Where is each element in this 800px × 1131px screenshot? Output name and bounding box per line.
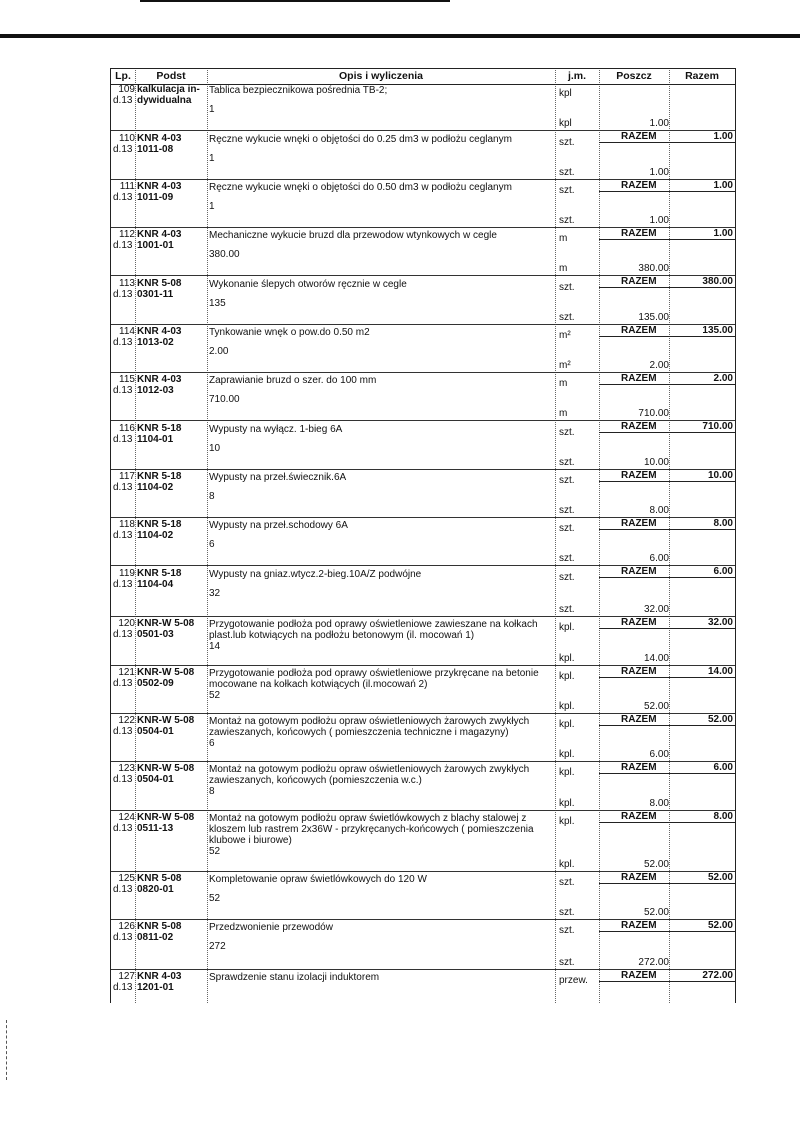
item-calculation: 1 <box>209 153 215 164</box>
item-description: Przedzwonienie przewodów <box>209 922 333 933</box>
catalog-position: 0501-03 <box>137 629 174 640</box>
subtotal-label: RAZEM <box>621 470 657 481</box>
catalog-ref <box>137 568 207 590</box>
catalog-position: 1013-02 <box>137 337 174 348</box>
subtotal-label: RAZEM <box>621 811 657 822</box>
subtotal-label: RAZEM <box>621 421 657 432</box>
row-section: d.13 <box>113 144 133 155</box>
item-unit: szt. <box>559 282 575 293</box>
subtotal-label: RAZEM <box>621 325 657 336</box>
item-calculation: 8 <box>209 491 215 502</box>
subtotal-label: RAZEM <box>621 228 657 239</box>
catalog-code: KNR 5-08 <box>137 873 182 884</box>
row-section: d.13 <box>113 240 133 251</box>
item-unit: m² <box>559 330 571 341</box>
catalog-code: KNR 5-18 <box>137 519 182 530</box>
item-quantity: 52.00 <box>643 907 669 918</box>
catalog-code: KNR-W 5-08 <box>137 763 195 774</box>
header-razem: Razem <box>685 70 719 82</box>
item-description: Tablica bezpiecznikowa pośrednia TB-2; <box>209 85 388 96</box>
item-unit: szt. <box>559 427 575 438</box>
calc-unit: szt. <box>559 505 575 516</box>
catalog-position: 1104-02 <box>137 530 174 541</box>
subtotal-label: RAZEM <box>621 762 657 773</box>
row-number: 112 <box>119 229 135 240</box>
calc-unit: kpl. <box>559 749 575 760</box>
catalog-position: 1011-08 <box>137 144 174 155</box>
item-unit: m <box>559 233 568 244</box>
item-unit: kpl. <box>559 622 575 633</box>
item-calculation: 6 <box>209 539 215 550</box>
catalog-ref <box>137 374 207 396</box>
row-number: 113 <box>119 278 135 289</box>
subtotal-value: 52.00 <box>707 714 733 725</box>
catalog-position: 1011-09 <box>137 192 174 203</box>
row-section: d.13 <box>113 530 133 541</box>
item-calculation: 14 <box>209 641 221 652</box>
catalog-ref <box>137 971 207 993</box>
item-calculation: 52 <box>209 846 221 857</box>
row-number: 110 <box>119 133 135 144</box>
catalog-position: dywidualna <box>137 95 192 106</box>
subtotal-value: 135.00 <box>702 325 733 336</box>
row-section: d.13 <box>113 884 133 895</box>
catalog-code: KNR-W 5-08 <box>137 618 195 629</box>
row-number: 118 <box>119 519 135 530</box>
item-calculation: 1 <box>209 201 215 212</box>
calc-unit: szt. <box>559 457 575 468</box>
catalog-ref <box>137 921 207 943</box>
subtotal-label: RAZEM <box>621 373 657 384</box>
subtotal-value: 1.00 <box>713 228 733 239</box>
item-quantity: 6.00 <box>649 553 669 564</box>
row-section: d.13 <box>113 774 133 785</box>
item-description: Zaprawianie bruzd o szer. do 100 mm <box>209 375 377 386</box>
calc-unit: szt. <box>559 312 575 323</box>
item-calculation: 1 <box>209 104 215 115</box>
header-opis: Opis i wyliczenia <box>338 70 424 82</box>
row-number: 127 <box>118 971 135 982</box>
left-edge-marks <box>6 1020 9 1080</box>
catalog-position: 0301-11 <box>137 289 174 300</box>
calc-unit: szt. <box>559 957 575 968</box>
row-number: 122 <box>118 715 135 726</box>
calc-unit: kpl. <box>559 859 575 870</box>
catalog-code: KNR 5-08 <box>137 278 182 289</box>
row-number: 121 <box>118 667 135 678</box>
calc-unit: szt. <box>559 604 575 615</box>
calc-unit: szt. <box>559 907 575 918</box>
item-description: Wypusty na przeł.świecznik.6A <box>209 472 347 483</box>
item-calculation: 2.00 <box>209 346 229 357</box>
catalog-ref <box>137 715 207 737</box>
item-description: Tynkowanie wnęk o pow.do 0.50 m2 <box>209 327 370 338</box>
row-section: d.13 <box>113 385 133 396</box>
item-unit: kpl <box>559 88 572 99</box>
item-description: Wypusty na gniaz.wtycz.2-bieg.10A/Z podwójne <box>209 569 422 580</box>
subtotal-value: 272.00 <box>702 970 733 981</box>
catalog-code: KNR 4-03 <box>137 229 182 240</box>
item-description: Wypusty na przeł.schodowy 6A <box>209 520 348 531</box>
item-description: Montaż na gotowym podłożu opraw oświetleniowych żarowych zwykłych zawieszanych, końcowych (pomieszczenia w.c.) <box>209 764 530 786</box>
row-number: 124 <box>118 812 135 823</box>
row-section: d.13 <box>113 337 133 348</box>
catalog-ref <box>137 667 207 689</box>
subtotal-label: RAZEM <box>621 180 657 191</box>
catalog-code: KNR 5-08 <box>137 921 182 932</box>
item-unit: kpl. <box>559 767 575 778</box>
subtotal-value: 32.00 <box>707 617 733 628</box>
item-unit: szt. <box>559 925 575 936</box>
item-quantity: 710.00 <box>638 408 669 419</box>
catalog-ref <box>137 423 207 445</box>
subtotal-value: 14.00 <box>707 666 733 677</box>
catalog-ref <box>137 326 207 348</box>
catalog-code: KNR 5-18 <box>137 471 182 482</box>
catalog-ref <box>137 519 207 541</box>
item-description: Ręczne wykucie wnęki o objętości do 0.50 dm3 w podłożu ceglanym <box>209 182 512 193</box>
catalog-position: 1001-01 <box>137 240 174 251</box>
item-quantity: 6.00 <box>649 749 669 760</box>
top-dash-line <box>140 0 450 2</box>
row-number: 116 <box>119 423 135 434</box>
catalog-code: KNR-W 5-08 <box>137 715 195 726</box>
item-quantity: 1.00 <box>649 118 669 129</box>
row-section: d.13 <box>113 823 133 834</box>
calc-unit: m <box>559 263 568 274</box>
calc-unit: kpl <box>559 118 572 129</box>
catalog-ref <box>137 873 207 895</box>
row-section: d.13 <box>113 982 133 993</box>
item-unit: szt. <box>559 523 575 534</box>
item-calculation: 52 <box>209 690 221 701</box>
item-quantity: 135.00 <box>638 312 669 323</box>
item-calculation: 32 <box>209 588 221 599</box>
table-row <box>111 971 735 1003</box>
subtotal-label: RAZEM <box>621 566 657 577</box>
row-section: d.13 <box>113 579 133 590</box>
subtotal-value: 6.00 <box>713 566 733 577</box>
item-quantity: 272.00 <box>638 957 669 968</box>
item-unit: kpl. <box>559 719 575 730</box>
catalog-position: 0502-09 <box>137 678 174 689</box>
row-number: 125 <box>118 873 135 884</box>
catalog-ref <box>137 812 207 834</box>
item-quantity: 14.00 <box>643 653 669 664</box>
row-number: 115 <box>119 374 135 385</box>
item-unit: m <box>559 378 568 389</box>
item-description: Montaż na gotowym podłożu opraw świetlówkowych z blachy stalowej z kloszem lub rastrem 2x36W - przykręcanych-końcowych ( pomieszczenia klubowe i biurowe) <box>209 813 534 846</box>
item-unit: przew. <box>559 975 588 986</box>
item-description: Wypusty na wyłącz. 1-bieg 6A <box>209 424 343 435</box>
calc-unit: szt. <box>559 215 575 226</box>
subtotal-value: 2.00 <box>713 373 733 384</box>
item-quantity: 52.00 <box>643 701 669 712</box>
calc-unit: szt. <box>559 167 575 178</box>
catalog-position: 0504-01 <box>137 774 174 785</box>
catalog-code: KNR 5-18 <box>137 568 182 579</box>
calc-unit: szt. <box>559 553 575 564</box>
cost-estimate-table <box>110 68 736 1003</box>
item-description: Ręczne wykucie wnęki o objętości do 0.25 dm3 w podłożu ceglanym <box>209 134 512 145</box>
catalog-position: 1104-02 <box>137 482 174 493</box>
item-unit: szt. <box>559 185 575 196</box>
subtotal-label: RAZEM <box>621 872 657 883</box>
item-unit: szt. <box>559 572 575 583</box>
row-number: 120 <box>118 618 135 629</box>
catalog-ref <box>137 471 207 493</box>
row-section: d.13 <box>113 678 133 689</box>
catalog-ref <box>137 84 207 106</box>
catalog-code: KNR 4-03 <box>137 181 182 192</box>
catalog-ref <box>137 133 207 155</box>
item-quantity: 8.00 <box>649 505 669 516</box>
calc-unit: kpl. <box>559 653 575 664</box>
subtotal-label: RAZEM <box>621 970 657 981</box>
item-calculation: 10 <box>209 443 221 454</box>
catalog-position: 1104-01 <box>137 434 174 445</box>
subtotal-label: RAZEM <box>621 920 657 931</box>
item-calculation: 710.00 <box>209 394 240 405</box>
row-number: 123 <box>118 763 135 774</box>
subtotal-label: RAZEM <box>621 714 657 725</box>
row-section: d.13 <box>113 629 133 640</box>
item-unit: kpl. <box>559 671 575 682</box>
catalog-position: 0504-01 <box>137 726 174 737</box>
row-number: 126 <box>118 921 135 932</box>
item-description: Przygotowanie podłoża pod oprawy oświetleniowe zawieszane na kołkach plast.lub kotwiących na podłożu betonowym (il. mocowań 1) <box>209 619 538 641</box>
header-jm: j.m. <box>567 70 587 82</box>
item-calculation: 272 <box>209 941 226 952</box>
item-unit: szt. <box>559 877 575 888</box>
header-lp: Lp. <box>115 70 131 82</box>
item-calculation: 8 <box>209 786 215 797</box>
catalog-code: KNR 4-03 <box>137 326 182 337</box>
row-section: d.13 <box>113 482 133 493</box>
table-header <box>111 68 735 85</box>
subtotal-label: RAZEM <box>621 617 657 628</box>
item-quantity: 32.00 <box>643 604 669 615</box>
catalog-code: KNR 4-03 <box>137 133 182 144</box>
catalog-code: KNR-W 5-08 <box>137 812 195 823</box>
item-description: Sprawdzenie stanu izolacji induktorem <box>209 972 380 983</box>
subtotal-value: 8.00 <box>713 811 733 822</box>
catalog-ref <box>137 181 207 203</box>
subtotal-value: 8.00 <box>713 518 733 529</box>
catalog-position: 0811-02 <box>137 932 174 943</box>
catalog-code: KNR 4-03 <box>137 971 182 982</box>
subtotal-value: 1.00 <box>713 131 733 142</box>
item-unit: szt. <box>559 137 575 148</box>
item-calculation: 135 <box>209 298 226 309</box>
item-quantity: 2.00 <box>649 360 669 371</box>
top-rule <box>0 34 800 38</box>
item-description: Kompletowanie opraw świetlówkowych do 120 W <box>209 874 427 885</box>
catalog-code: kalkulacja in- <box>137 84 200 95</box>
item-unit: szt. <box>559 475 575 486</box>
catalog-ref <box>137 763 207 785</box>
catalog-ref <box>137 618 207 640</box>
item-quantity: 1.00 <box>649 215 669 226</box>
catalog-ref <box>137 229 207 251</box>
item-calculation: 6 <box>209 738 215 749</box>
row-number: 117 <box>119 471 135 482</box>
row-section: d.13 <box>113 95 133 106</box>
row-section: d.13 <box>113 932 133 943</box>
item-description: Mechaniczne wykucie bruzd dla przewodow wtynkowych w cegle <box>209 230 497 241</box>
subtotal-value: 52.00 <box>707 872 733 883</box>
item-quantity: 1.00 <box>649 167 669 178</box>
row-number: 114 <box>119 326 135 337</box>
catalog-position: 0511-13 <box>137 823 174 834</box>
catalog-position: 0820-01 <box>137 884 174 895</box>
row-number: 109 <box>118 84 135 95</box>
item-description: Montaż na gotowym podłożu opraw oświetleniowych żarowych zwykłych zawieszanych, końcowych ( pomieszczenia techniczne i magazyny) <box>209 716 530 738</box>
calc-unit: kpl. <box>559 701 575 712</box>
row-section: d.13 <box>113 434 133 445</box>
subtotal-label: RAZEM <box>621 131 657 142</box>
subtotal-value: 10.00 <box>707 470 733 481</box>
item-unit: kpl. <box>559 816 575 827</box>
item-quantity: 10.00 <box>643 457 669 468</box>
subtotal-label: RAZEM <box>621 666 657 677</box>
catalog-code: KNR 5-18 <box>137 423 182 434</box>
catalog-code: KNR 4-03 <box>137 374 182 385</box>
header-podst: Podst <box>156 70 186 82</box>
item-calculation: 380.00 <box>209 249 240 260</box>
subtotal-value: 710.00 <box>702 421 733 432</box>
item-quantity: 8.00 <box>649 798 669 809</box>
row-section: d.13 <box>113 192 133 203</box>
catalog-ref <box>137 278 207 300</box>
subtotal-value: 1.00 <box>713 180 733 191</box>
subtotal-label: RAZEM <box>621 518 657 529</box>
calc-unit: kpl. <box>559 798 575 809</box>
subtotal-value: 52.00 <box>707 920 733 931</box>
calc-unit: m <box>559 408 568 419</box>
item-quantity: 380.00 <box>638 263 669 274</box>
row-section: d.13 <box>113 289 133 300</box>
row-section: d.13 <box>113 726 133 737</box>
catalog-code: KNR-W 5-08 <box>137 667 195 678</box>
item-quantity: 52.00 <box>643 859 669 870</box>
item-description: Wykonanie ślepych otworów ręcznie w cegle <box>209 279 407 290</box>
catalog-position: 1201-01 <box>137 982 174 993</box>
catalog-position: 1012-03 <box>137 385 174 396</box>
subtotal-value: 6.00 <box>713 762 733 773</box>
header-poszcz: Poszcz <box>616 70 652 82</box>
subtotal-label: RAZEM <box>621 276 657 287</box>
item-calculation: 52 <box>209 893 221 904</box>
item-description: Przygotowanie podłoża pod oprawy oświetleniowe przykręcane na betonie mocowane na kołkach kotwiących (il.mocowań 2) <box>209 668 539 690</box>
subtotal-value: 380.00 <box>702 276 733 287</box>
row-number: 111 <box>119 181 135 192</box>
calc-unit: m² <box>559 360 571 371</box>
catalog-position: 1104-04 <box>137 579 174 590</box>
row-number: 119 <box>119 568 135 579</box>
